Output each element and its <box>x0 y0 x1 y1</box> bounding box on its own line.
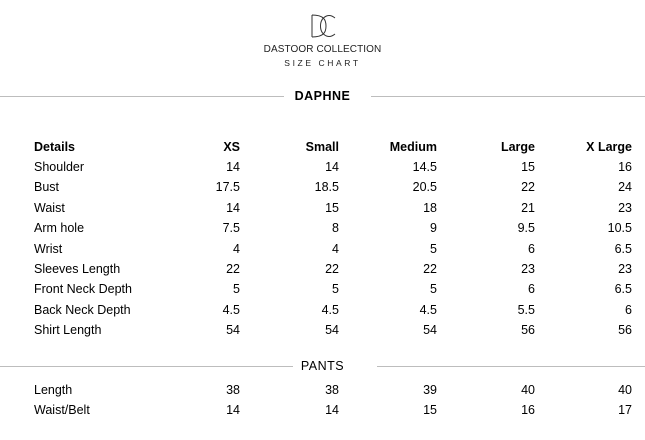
measurement-cell: 40 <box>618 383 632 397</box>
column-header-size: Small <box>305 140 339 154</box>
measurement-cell: 6 <box>528 241 535 256</box>
measurement-cell: 38 <box>226 383 240 397</box>
measurement-cell: 23 <box>618 200 632 215</box>
measurement-cell: 4.5 <box>222 302 240 317</box>
divider-right-pants <box>377 366 645 367</box>
measurement-cell: 9 <box>430 221 437 236</box>
measurement-cell: 17.5 <box>215 180 240 195</box>
measurement-cell: 54 <box>226 323 240 338</box>
column-header-size: Large <box>500 140 535 154</box>
measurement-cell: 9.5 <box>517 221 535 236</box>
measurement-cell: 15 <box>325 200 339 215</box>
measurement-cell: 5 <box>233 282 240 297</box>
table-row <box>0 262 645 282</box>
measurement-cell: 22 <box>423 262 437 276</box>
row-label: Length <box>34 383 73 397</box>
measurement-cell: 8 <box>332 221 339 236</box>
measurement-cell: 4.5 <box>321 302 339 317</box>
row-label: Sleeves Length <box>34 262 121 276</box>
measurement-cell: 24 <box>618 180 632 195</box>
measurement-cell: 56 <box>521 323 535 338</box>
row-label: Shoulder <box>34 160 85 174</box>
measurement-cell: 5 <box>332 282 339 297</box>
row-label: Back Neck Depth <box>34 302 131 317</box>
brand-subtitle: SIZE CHART <box>284 58 361 68</box>
measurement-cell: 4 <box>332 241 339 256</box>
measurement-cell: 6 <box>528 282 535 297</box>
measurement-cell: 14 <box>226 160 240 174</box>
measurement-cell: 6.5 <box>614 282 632 297</box>
measurement-cell: 56 <box>618 323 632 338</box>
pants-title: PANTS <box>300 359 345 373</box>
measurement-cell: 23 <box>618 262 632 276</box>
measurement-cell: 17 <box>618 403 632 418</box>
measurement-cell: 22 <box>325 262 339 276</box>
table-row <box>0 403 645 423</box>
table-row <box>0 282 645 302</box>
table-row <box>0 383 645 403</box>
row-label: Wrist <box>34 241 63 256</box>
measurement-cell: 16 <box>521 403 535 418</box>
measurement-cell: 4 <box>233 241 240 256</box>
measurement-cell: 5 <box>430 241 437 256</box>
measurement-cell: 14 <box>325 160 339 174</box>
table-row <box>0 180 645 200</box>
row-label: Bust <box>34 180 60 195</box>
measurement-cell: 15 <box>423 403 437 418</box>
measurement-cell: 21 <box>521 200 535 215</box>
measurement-cell: 39 <box>423 383 437 397</box>
measurement-cell: 54 <box>423 323 437 338</box>
measurement-cell: 22 <box>226 262 240 276</box>
measurement-cell: 14 <box>325 403 339 418</box>
table-row <box>0 323 645 343</box>
measurement-cell: 10.5 <box>607 221 632 236</box>
table-row <box>0 303 645 323</box>
table-row <box>0 201 645 221</box>
row-label: Waist <box>34 200 65 215</box>
measurement-cell: 4.5 <box>419 302 437 317</box>
measurement-cell: 15 <box>521 160 535 174</box>
measurement-cell: 7.5 <box>222 221 240 236</box>
measurement-cell: 14 <box>226 403 240 418</box>
measurement-cell: 6 <box>625 302 632 317</box>
row-label: Shirt Length <box>34 323 102 338</box>
column-header-size: XS <box>223 140 240 154</box>
row-label: Front Neck Depth <box>34 282 132 297</box>
measurement-cell: 18 <box>423 200 437 215</box>
divider-right-top <box>371 96 645 97</box>
table-row <box>0 160 645 180</box>
measurement-cell: 40 <box>521 383 535 397</box>
measurement-cell: 5 <box>430 282 437 297</box>
row-label: Waist/Belt <box>34 403 90 418</box>
table-row <box>0 242 645 262</box>
row-label: Arm hole <box>34 221 85 236</box>
column-header-size: X Large <box>586 140 632 154</box>
measurement-cell: 14 <box>226 200 240 215</box>
measurement-cell: 14.5 <box>412 160 437 174</box>
brand-name: DASTOOR COLLECTION <box>263 44 382 55</box>
dc-monogram-icon <box>310 14 336 38</box>
measurement-cell: 18.5 <box>314 180 339 195</box>
table-header-row <box>0 140 645 160</box>
measurement-cell: 6.5 <box>614 241 632 256</box>
table-row <box>0 221 645 241</box>
product-title: DAPHNE <box>294 89 351 103</box>
measurement-cell: 23 <box>521 262 535 276</box>
column-header-size: Medium <box>389 140 437 154</box>
measurement-cell: 38 <box>325 383 339 397</box>
column-header-details: Details <box>34 140 75 154</box>
measurement-cell: 22 <box>521 180 535 195</box>
measurement-cell: 16 <box>618 160 632 174</box>
measurement-cell: 20.5 <box>412 180 437 195</box>
measurement-cell: 5.5 <box>517 302 535 317</box>
measurement-cell: 54 <box>325 323 339 338</box>
